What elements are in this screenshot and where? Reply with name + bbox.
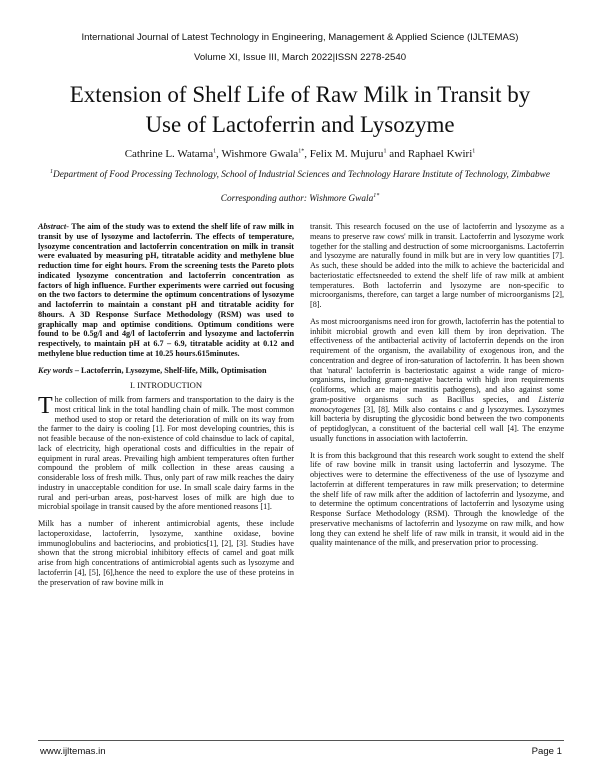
volume-issue-line: Volume XI, Issue III, March 2022|ISSN 2278-2540	[193, 52, 407, 63]
author-list	[40, 148, 560, 160]
keywords-label: Key words	[38, 365, 73, 375]
affiliation	[40, 167, 560, 181]
footer-website: www.ijltemas.in	[40, 746, 106, 757]
p2-text-c: and	[462, 404, 481, 414]
intro-paragraph-1-text: he collection of milk from farmers and transportation to the dairy is the most critical link in the total handling chain of milk. The most common method used to stop or retard the deterioration of milk on its way from the farmer to the dairy is cooling [1]. For most developing countries, this is not feasible because of the non-existence of cold chainsdue to lack of capital, lack of electricity, high operational costs and difficulties in the repair of equipment in rural areas. Prevailing high ambient temperatures often further compound the problem of milk collection in these areas causing a considerable loss of fresh milk. Thus, only part of raw milk reaches the dairy industry in unacceptable condition for use. In small scale dairy farms in the rural and peri-urban areas, post-harvest loses of milk are high due to microbial spoilage in transit caused by the afore mentioned reasons [1].	[38, 395, 294, 512]
p2-text-a: As most microorganisms need iron for growth, lactoferrin has the potential to inhibit microbial growth and even kill them by iron deprivation. The effectiveness of the antibacterial activity of lactoferrin depends on the iron requirement of the organism, the availability of exogenous iron, and the concentration and degree of iron-saturation of lactoferrin. It has been shown that 'natural' lactoferrin is bacteriostatic against a wide range of micro-organisms, including gram-negative bacteria with high iron requirements (coliforms, which are major mastitis pathogens), and also against some gram-positive organisms such as Bacillus species, and	[310, 316, 564, 404]
p2-italic-g: g	[480, 404, 485, 414]
right-column	[310, 222, 564, 555]
author-separator: ,	[216, 148, 222, 160]
footer-divider	[38, 740, 564, 741]
author-2: Wishmore Gwala	[221, 148, 299, 160]
author-2-sup: 1*	[298, 148, 305, 155]
abstract-text: The aim of the study was to extend the shelf life of raw milk in transit by use of lysozyme and lactoferrin. The effects of temperature, lysozyme concentration and lactoferrin concentration on milk in transit were evaluated by measuring pH, titratable acidity and methylene blue reduction time for eight hours. From the screening tests the Pareto plots indicated lysozyme concentration and lactoferrin concentration as factors of high influence. Further experiments were carried out focusing on the two factors to determine the optimum concentrations of lysozyme and lactoferrin to maintain a constant pH and titratable acidity for 8hours. A 3D Response Surface Methodology (RSM) was used to graphically map and optimise conditions. Optimum conditions were found to be 0.5g/l and 4g/l of lactoferrin and lysozyme and lactoferrin respectively, to maintain pH at 6.7 – 6.9, titratable acidity at 0.12 and methylene blue reduction time at 10.25 hours.615minutes.	[38, 222, 294, 358]
author-3: Felix M. Mujuru	[309, 148, 384, 160]
intro-paragraph-1	[38, 395, 294, 512]
author-3-sup: 1	[383, 148, 387, 155]
title-line-2: Use of Lactoferrin and Lysozyme	[145, 112, 455, 137]
drop-cap: T	[38, 393, 53, 419]
left-column	[38, 222, 294, 594]
paper-title	[40, 80, 560, 140]
author-separator: and	[386, 148, 408, 160]
right-paragraph-3: It is from this background that this research work sought to extend the shelf life of raw bovine milk in transit using lactoferrin and lysozyme. The objectives were to determine the effectiveness of the use of lysozyme and lactoferrin at different temperatures in raw milk preservation; to determine the shelf life of raw milk after the addition of lactoferrin and lysozyme, and to determine the optimum concentrations of lactoferrin and lysozyme using Response Surface Methodology (RSM). Through the knowledge of the preservative mechanisms of lactoferrin and lysozyme on raw milk, and how long they can extend he shelf life of raw milk in transit, it would aid in the quality maintenance of the milk, and preservation prior to processing.	[310, 450, 564, 548]
p2-italic-listeria: Listeria monocytogenes	[310, 394, 564, 414]
corresponding-text: Corresponding author: Wishmore Gwala	[220, 194, 374, 205]
intro-paragraph-2: Milk has a number of inherent antimicrobial agents, these include lactoperoxidase, lactoferrin, lysozyme, xanthine oxidase, bovine immunoglobulins and bacteriocins, and probiotics[1], [2], [3]. Studies have shown that the strong microbial inhibitory effects of camel and goat milk arise from high concentrations of antimicrobial agents such as lysozyme and lactoferrin [4], [5], [6],hence the need to explore the use of these proteins in the preservation of raw bovine milk in	[38, 519, 294, 587]
journal-header: International Journal of Latest Technology in Engineering, Management & Applied Science (IJLTEMAS)	[81, 32, 519, 43]
title-line-1: Extension of Shelf Life of Raw Milk in Transit by	[69, 82, 531, 107]
affiliation-sup: 1	[50, 169, 54, 175]
p2-text-d: lysozymes. Lysozymes kill bacteria by disrupting the glycosidic bond between the two components of peptidoglycan, a constituent of the bacterial cell wall [4]. The enzyme usually functions in association with lactoferrin.	[310, 404, 565, 443]
author-1: Cathrine L. Watama	[124, 148, 214, 160]
right-paragraph-2	[310, 317, 564, 444]
keywords-text: – Lactoferrin, Lysozyme, Shelf-life, Milk, Optimisation	[72, 365, 267, 375]
footer-page-number: Page 1	[531, 746, 562, 757]
author-1-sup: 1	[213, 148, 217, 155]
p2-italic-c: c	[458, 404, 463, 414]
abstract-label: Abstract-	[38, 222, 69, 231]
affiliation-text: Department of Food Processing Technology, School of Industrial Sciences and Technology Harare Institute of Technology, Zimbabwe	[53, 170, 550, 181]
p2-text-b: [3], [8]. Milk also contains	[360, 404, 459, 414]
author-4-sup: 1	[472, 148, 476, 155]
corresponding-sup: 1*	[373, 193, 380, 199]
abstract	[38, 222, 294, 359]
keywords	[38, 366, 294, 376]
section-heading-introduction: I. INTRODUCTION	[129, 380, 203, 391]
corresponding-author	[40, 193, 560, 204]
right-paragraph-1: transit. This research focused on the use of lactoferrin and lysozyme as a means to preserve raw cows' milk in transit. Lactoferrin and lysozyme work together for the stalling and destruction of some microorganisms. Lactoferrin and lysozyme are naturally found in milk but are in very low quantities [7]. As such, these should be added into the milk to achieve the bactericidal and bacteriostatic effectsneeded to extend the shelf life of raw milk at ambient temperatures. Both lactoferrin and lysozyme are non-specific to microorganisms, therefore, can target a large number of microorganisms [2], [8].	[310, 222, 564, 309]
author-separator: ,	[304, 148, 310, 160]
author-4: Raphael Kwiri	[407, 148, 473, 160]
